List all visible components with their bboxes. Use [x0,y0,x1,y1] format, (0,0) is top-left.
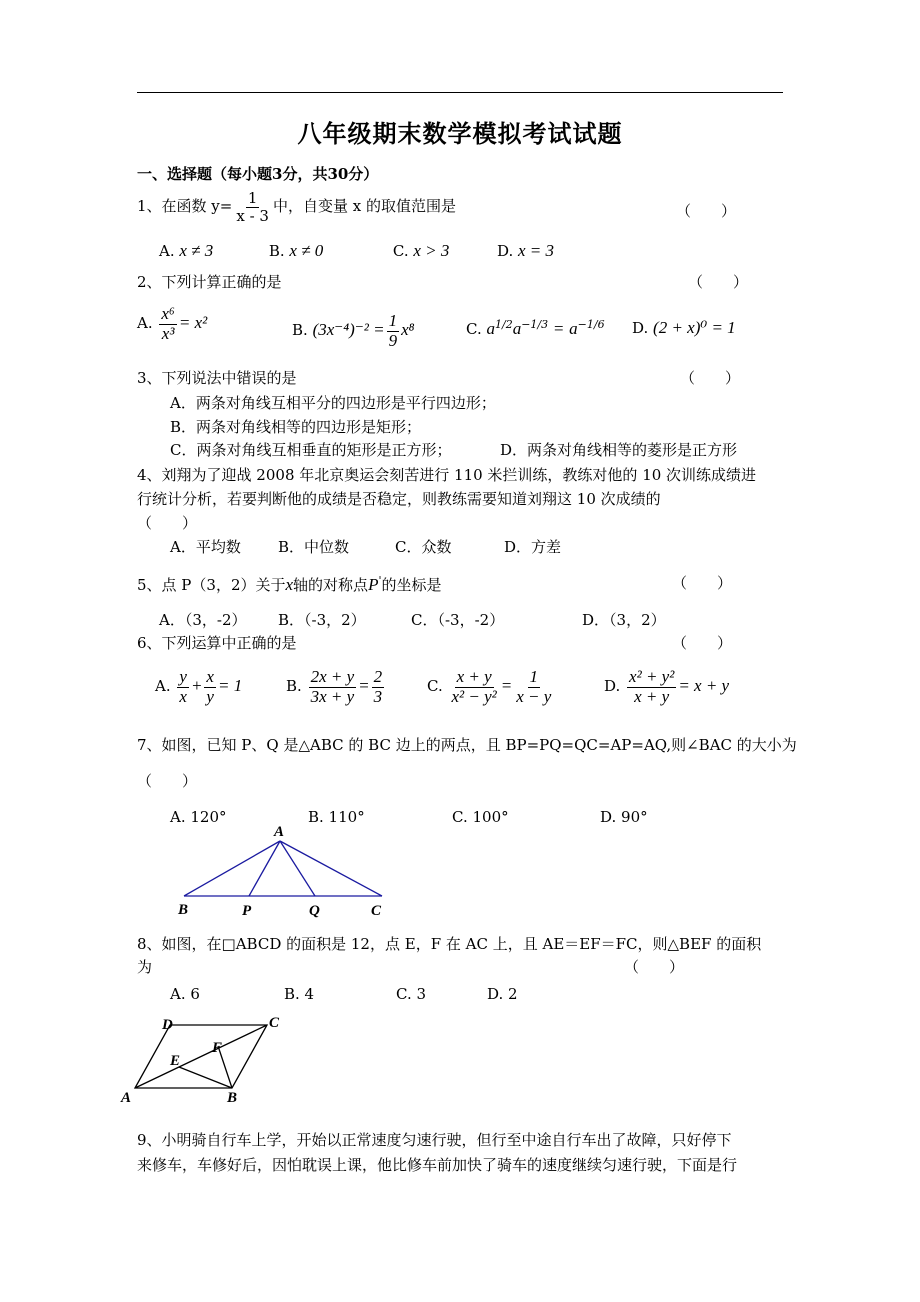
q1-answer-paren: （ ） [676,202,737,220]
q7-label-c: C [371,903,382,919]
q3-option-a: A．两条对角线互相平分的四边形是平行四边形； [170,394,496,412]
q1-den: x - 3 [236,206,269,225]
q6-option-c-label: C. [427,677,443,696]
q5-answer-paren: （ ） [672,574,733,592]
q6-b-frac2 [372,668,385,706]
q6-a-den2: y [206,686,214,706]
q2-d-expr: (2 + x)⁰ = 1 [653,318,736,337]
q7-label-a: A [274,824,285,840]
q3-option-c: C．两条对角线互相垂直的矩形是正方形； [170,441,452,459]
q8-diagonal-ac [135,1025,267,1088]
q3-answer-paren: （ ） [680,369,741,387]
question-1 [137,190,456,224]
q6-a-num2: x [206,667,214,686]
question-9-line2: 来修车，车修好后，因怕耽误上课，他比修车前加快了骑车的速度继续匀速行驶，下面是行 [137,1156,738,1174]
q6-b-frac1 [309,668,357,706]
q2-option-a [137,305,207,343]
q4-option-c: C．众数 [395,538,452,556]
q1-option-a: x ≠ 3 [179,241,214,260]
q6-answer-paren: （ ） [672,634,733,652]
q5-option-a: A．（3，-2） [159,611,247,629]
question-4-line1: 4、刘翔为了迎战 2008 年北京奥运会刻苦进行 110 米拦训练，教练对他的 10 次训练成绩进 [137,466,757,484]
q1-option-d-label: D. [496,242,514,260]
q2-b-fraction [387,312,400,350]
q4-option-d: D．方差 [504,538,562,556]
q8-option-c: C. 3 [396,985,427,1003]
q1-option-b: x ≠ 0 [289,241,324,260]
q2-a-fraction [159,305,176,343]
question-5 [137,574,442,595]
q5-suffix: 的坐标是 [381,576,442,594]
q6-b-den2: 3 [373,686,383,706]
q1-option-b-label: B. [268,242,285,260]
q1-option-d: x = 3 [518,241,555,260]
q7-option-b: B. 110° [308,808,365,826]
q2-c-exp3: −1/6 [577,318,605,331]
q2-c-exp1: 1/2 [495,318,513,331]
question-2: 2、下列计算正确的是 [137,273,282,291]
q7-option-a: A. 120° [170,808,227,826]
q7-label-p: P [242,903,252,919]
q8-figure-lines [135,1025,267,1088]
q6-b-num1: 2x + y [310,667,355,686]
q2-b-num: 1 [388,311,398,330]
q8-option-a: A. 6 [170,985,200,1003]
q6-b-eq: = [358,676,370,696]
q6-c-eq: = [500,676,513,696]
q6-c-den1: x² − y² [451,686,497,706]
page-title: 八年级期末数学模拟考试试题 [297,119,623,148]
q8-label-e: E [170,1053,181,1069]
q5-prime: ' [378,574,382,587]
q1-option-c: x > 3 [413,241,450,260]
q7-option-c: C. 100° [452,808,509,826]
q4-option-b: B．中位数 [278,538,350,556]
q3-option-b: B．两条对角线相等的四边形是矩形； [170,418,422,436]
q6-b-num2: 2 [373,667,383,686]
q6-option-d [604,668,729,706]
q6-option-b-label: B. [286,677,302,696]
q2-c-base1: a [486,319,495,338]
q8-label-c: C [269,1015,280,1031]
section-heading: 一、选择题（每小题3分，共30分） [137,165,379,183]
q7-side-ac [280,841,382,896]
q8-label-a: A [121,1090,132,1106]
q8-label-b: B [227,1090,238,1106]
q6-option-c [427,668,555,706]
q6-option-a [155,668,242,706]
q6-d-den: x + y [634,686,670,706]
q2-c-base2: a [512,319,522,338]
q2-option-b [292,312,415,350]
q3-option-d: D．两条对角线相等的菱形是正方形 [500,441,738,459]
q5-option-c: C．（-3，-2） [411,611,505,629]
q6-c-frac1 [450,668,499,706]
q6-option-d-label: D. [604,677,621,696]
q6-a-rhs: = 1 [217,676,243,696]
q6-c-num1: x + y [456,667,492,686]
q2-option-a-label: A. [137,314,153,333]
q2-option-d-label: D. [632,319,649,337]
q2-answer-paren: （ ） [688,273,749,291]
q6-a-frac2 [204,668,216,706]
question-8-line1: 8、如图，在□ABCD 的面积是 12，点 E，F 在 AC 上，且 AE＝EF＝FC，则△BEF 的面积 [137,935,762,953]
q1-fraction [234,190,271,224]
q2-a-rhs: = x² [178,313,208,333]
q5-option-d: D．（3，2） [582,611,666,629]
q1-num: 1 [247,189,258,207]
q7-answer-paren: （ ） [137,772,198,790]
q2-c-base3: a [569,319,578,338]
q5-prefix: 5、点 P（3，2）关于 [137,576,286,594]
q2-option-b-label: B. [292,321,308,340]
q2-b-rhs: x⁸ [401,320,415,340]
q6-a-den1: x [179,686,187,706]
q6-a-num1: y [179,667,187,686]
q8-option-b: B. 4 [284,985,315,1003]
q6-d-rhs: = x + y [678,676,730,696]
q2-c-exp2: −1/3 [521,318,549,331]
q8-parallelogram-figure [115,1010,295,1110]
q5-x: x [285,575,294,594]
q4-option-a: A．平均数 [170,538,241,556]
q7-segment-aq [280,841,315,896]
header-rule [137,92,783,93]
q7-label-b: B [178,902,189,918]
q2-b-den: 9 [388,330,398,350]
q6-d-num: x² + y² [629,667,675,686]
q1-options [159,241,554,261]
q2-c-eq: = [552,319,565,338]
q6-c-den2: x − y [516,686,552,706]
q7-label-q: Q [309,903,320,919]
q6-c-num2: 1 [529,667,539,686]
q8-label-f: F [212,1040,223,1056]
q2-a-num: x⁶ [161,304,175,323]
q6-b-den1: 3x + y [310,686,355,706]
q6-option-a-label: A. [155,677,171,696]
q7-triangle-figure [170,820,400,920]
q8-answer-paren: （ ） [624,958,685,976]
q1-option-a-label: A. [159,242,175,260]
question-9-line1: 9、小明骑自行车上学，开始以正常速度匀速行驶，但行至中途自行车出了故障，只好停下 [137,1131,732,1149]
q2-option-c [466,318,605,339]
question-7: 7、如图，已知 P、Q 是△ABC 的 BC 边上的两点，且 BP=PQ=QC=AP=AQ,则∠BAC 的大小为 [137,736,797,754]
q6-c-frac2 [514,668,553,706]
q6-a-frac1 [177,668,189,706]
q1-option-c-label: C. [392,242,409,260]
q2-option-c-label: C. [466,320,482,338]
question-6: 6、下列运算中正确的是 [137,634,297,652]
q6-option-b [286,668,386,706]
q7-triangle-lines [184,841,382,896]
q7-option-d: D. 90° [600,808,648,826]
q8-label-d: D [162,1017,173,1033]
q1-prefix: 1、在函数 y= [137,197,233,215]
q2-a-den: x³ [161,323,175,343]
question-4-line2: 行统计分析，若要判断他的成绩是否稳定，则教练需要知道刘翔这 10 次成绩的 [137,490,661,508]
question-3: 3、下列说法中错误的是 [137,369,297,387]
q2-b-lhs: (3x⁻⁴)⁻² = [312,320,385,340]
q7-side-ab [184,841,280,896]
q2-option-d [632,318,736,338]
q1-suffix: 中，自变量 x 的取值范围是 [272,197,456,215]
q6-a-plus: + [190,676,203,696]
q4-answer-paren: （ ） [137,514,198,532]
q6-d-frac [627,668,676,706]
question-8-line2: 为 [137,958,153,976]
q8-option-d: D. 2 [487,985,518,1003]
q5-point: P [368,575,379,594]
q8-segment-be [179,1067,232,1088]
q5-option-b: B．（-3，2） [278,611,366,629]
q5-mid: 轴的对称点 [293,576,369,594]
